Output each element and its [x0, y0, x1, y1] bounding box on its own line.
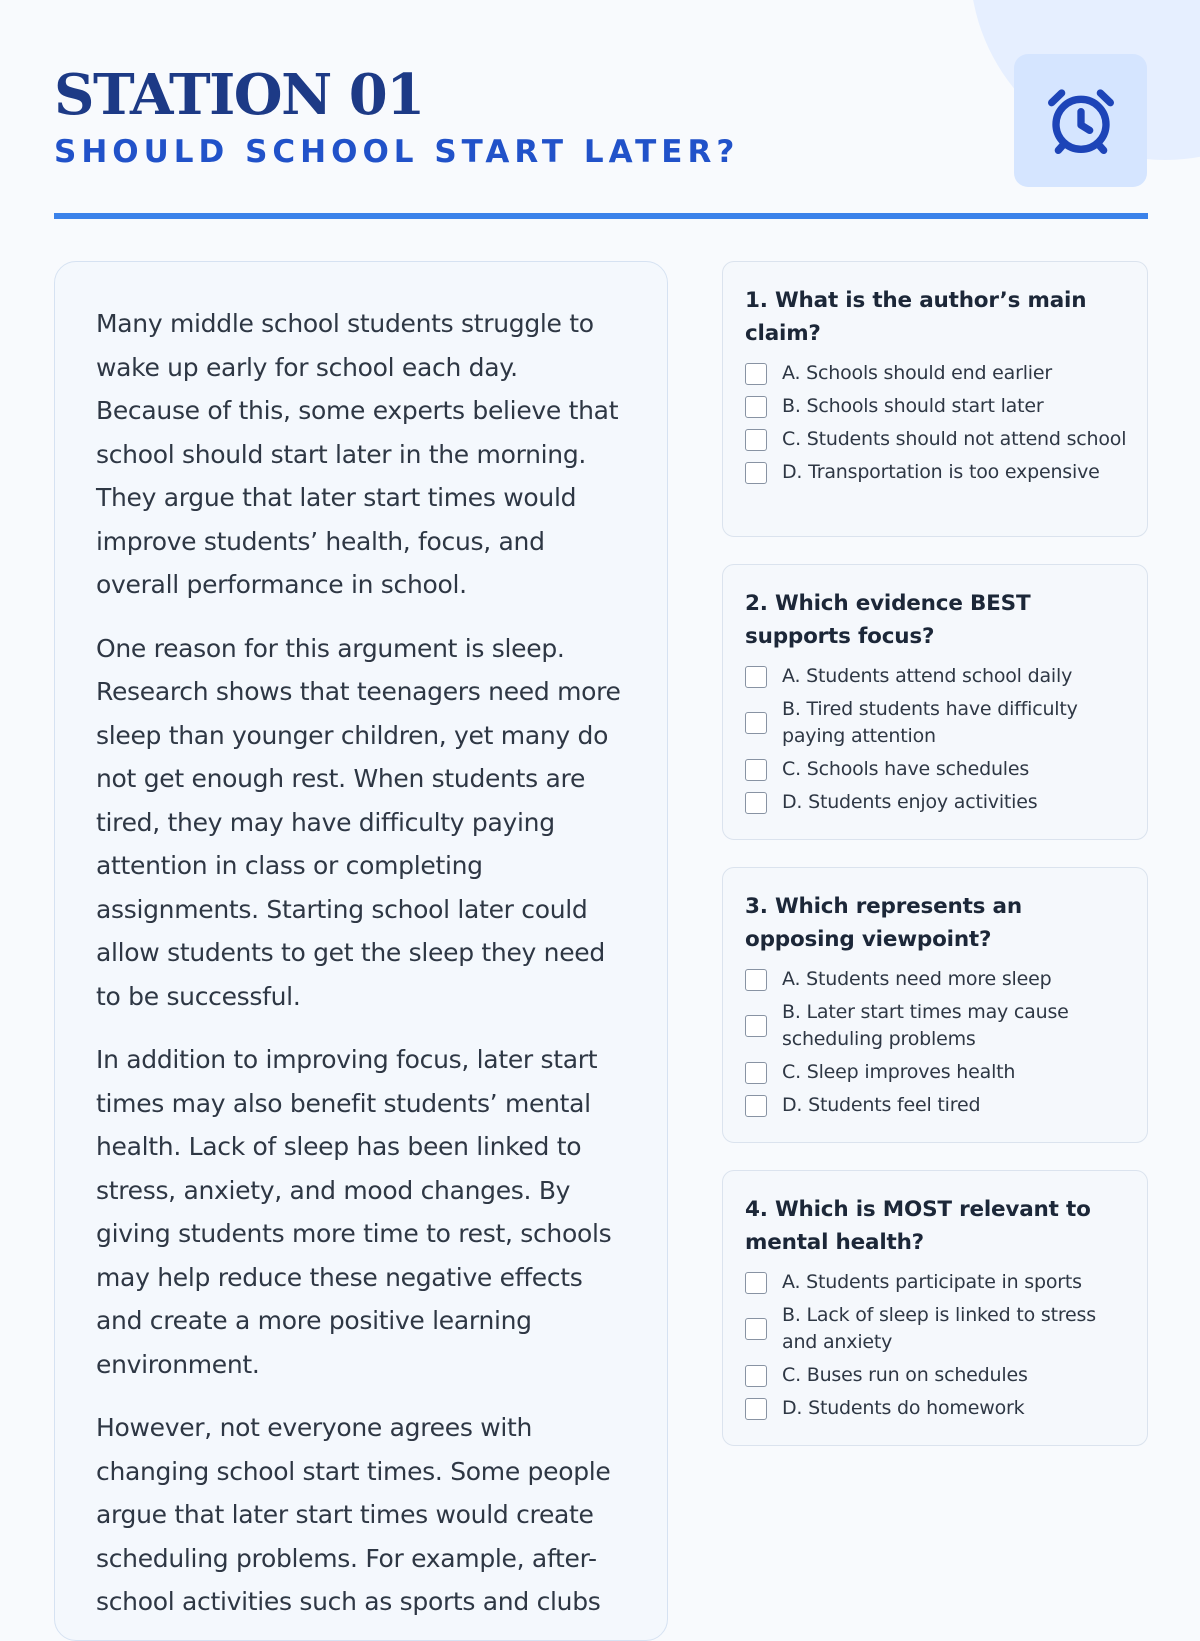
- answer-checkbox[interactable]: [745, 1062, 767, 1084]
- answer-checkbox[interactable]: [745, 1015, 767, 1037]
- answer-checkbox[interactable]: [745, 759, 767, 781]
- page-subtitle: SHOULD SCHOOL START LATER?: [54, 134, 740, 170]
- passage-paragraph: In addition to improving focus, later start times may also benefit students’ mental health. Lack of sleep has been linked to stress, anxiety, and mood changes. By giving students more time to rest, schools may help reduce these negative effects and create a more positive learning environment.: [96, 1045, 612, 1379]
- answer-option-label: A. Students attend school daily: [782, 665, 1073, 687]
- page-header: [54, 62, 739, 170]
- question-title: 4. Which is MOST relevant to mental health?: [745, 1197, 1091, 1255]
- answer-checkbox[interactable]: [745, 666, 767, 688]
- answer-option-label: D. Students feel tired: [782, 1094, 981, 1116]
- answer-option-label: C. Buses run on schedules: [782, 1364, 1028, 1386]
- answer-option[interactable]: [745, 789, 1127, 816]
- answer-checkbox[interactable]: [745, 1318, 767, 1340]
- answer-option[interactable]: [745, 360, 1127, 387]
- passage-paragraph: One reason for this argument is sleep. Research shows that teenagers need more sleep than younger children, yet many do not get enough rest. When students are tired, they may have difficulty paying attention in class or completing assignments. Starting school later could allow students to get the sleep they need to be successful.: [96, 633, 621, 1011]
- alarm-clock-icon-tile: [1014, 54, 1147, 187]
- answer-option-label: A. Students need more sleep: [782, 968, 1052, 990]
- answer-checkbox[interactable]: [745, 1398, 767, 1420]
- answer-option-label: C. Students should not attend school: [782, 428, 1127, 450]
- answer-option-label: B. Later start times may cause scheduling problems: [782, 1001, 1069, 1050]
- answer-checkbox[interactable]: [745, 1272, 767, 1294]
- answer-checkbox[interactable]: [745, 429, 767, 451]
- answer-option-label: C. Schools have schedules: [782, 758, 1030, 780]
- answer-checkbox[interactable]: [745, 396, 767, 418]
- answer-checkbox[interactable]: [745, 712, 767, 734]
- answer-option-label: A. Students participate in sports: [782, 1271, 1082, 1293]
- questions-column: [722, 261, 1148, 1473]
- answer-checkbox[interactable]: [745, 462, 767, 484]
- answer-option[interactable]: [745, 1395, 1127, 1422]
- answer-option-label: C. Sleep improves health: [782, 1061, 1016, 1083]
- answer-option-label: B. Schools should start later: [782, 395, 1044, 417]
- answer-checkbox[interactable]: [745, 363, 767, 385]
- question-card-4: [722, 1170, 1148, 1446]
- answer-option-label: A. Schools should end earlier: [782, 362, 1052, 384]
- answer-option[interactable]: [745, 999, 1127, 1053]
- answer-option-label: D. Students do homework: [782, 1397, 1025, 1419]
- answer-option[interactable]: [745, 696, 1127, 750]
- answer-option-label: B. Tired students have difficulty paying attention: [782, 698, 1078, 747]
- answer-option[interactable]: [745, 1302, 1127, 1356]
- answer-checkbox[interactable]: [745, 1365, 767, 1387]
- page-title: STATION 01: [54, 62, 424, 128]
- question-card-3: [722, 867, 1148, 1143]
- question-card-2: [722, 564, 1148, 840]
- answer-option[interactable]: [745, 756, 1127, 783]
- answer-checkbox[interactable]: [745, 792, 767, 814]
- answer-option[interactable]: [745, 663, 1127, 690]
- answer-option[interactable]: [745, 1092, 1127, 1119]
- question-card-1: [722, 261, 1148, 537]
- answer-option[interactable]: [745, 966, 1127, 993]
- answer-option[interactable]: [745, 1059, 1127, 1086]
- answer-option[interactable]: [745, 1269, 1127, 1296]
- answer-option[interactable]: [745, 459, 1127, 486]
- answer-option[interactable]: [745, 393, 1127, 420]
- answer-option-label: D. Students enjoy activities: [782, 791, 1038, 813]
- question-title: 1. What is the author’s main claim?: [745, 288, 1087, 346]
- passage-paragraph: However, not everyone agrees with changing school start times. Some people argue that later start times would create scheduling problems. For example, after-school activities such as sports and clubs: [96, 1413, 611, 1616]
- answer-checkbox[interactable]: [745, 969, 767, 991]
- passage-paragraph: Many middle school students struggle to wake up early for school each day. Because of this, some experts believe that school should start later in the morning. They argue that later start times would improve students’ health, focus, and overall performance in school.: [96, 309, 619, 599]
- alarm-clock-icon: [1041, 81, 1121, 161]
- answer-checkbox[interactable]: [745, 1095, 767, 1117]
- answer-option-label: B. Lack of sleep is linked to stress and anxiety: [782, 1304, 1096, 1353]
- reading-passage: [54, 261, 668, 1641]
- question-title: 3. Which represents an opposing viewpoint?: [745, 894, 1022, 952]
- header-divider: [54, 213, 1148, 219]
- answer-option[interactable]: [745, 1362, 1127, 1389]
- answer-option[interactable]: [745, 426, 1127, 453]
- question-title: 2. Which evidence BEST supports focus?: [745, 591, 1031, 649]
- answer-option-label: D. Transportation is too expensive: [782, 461, 1100, 483]
